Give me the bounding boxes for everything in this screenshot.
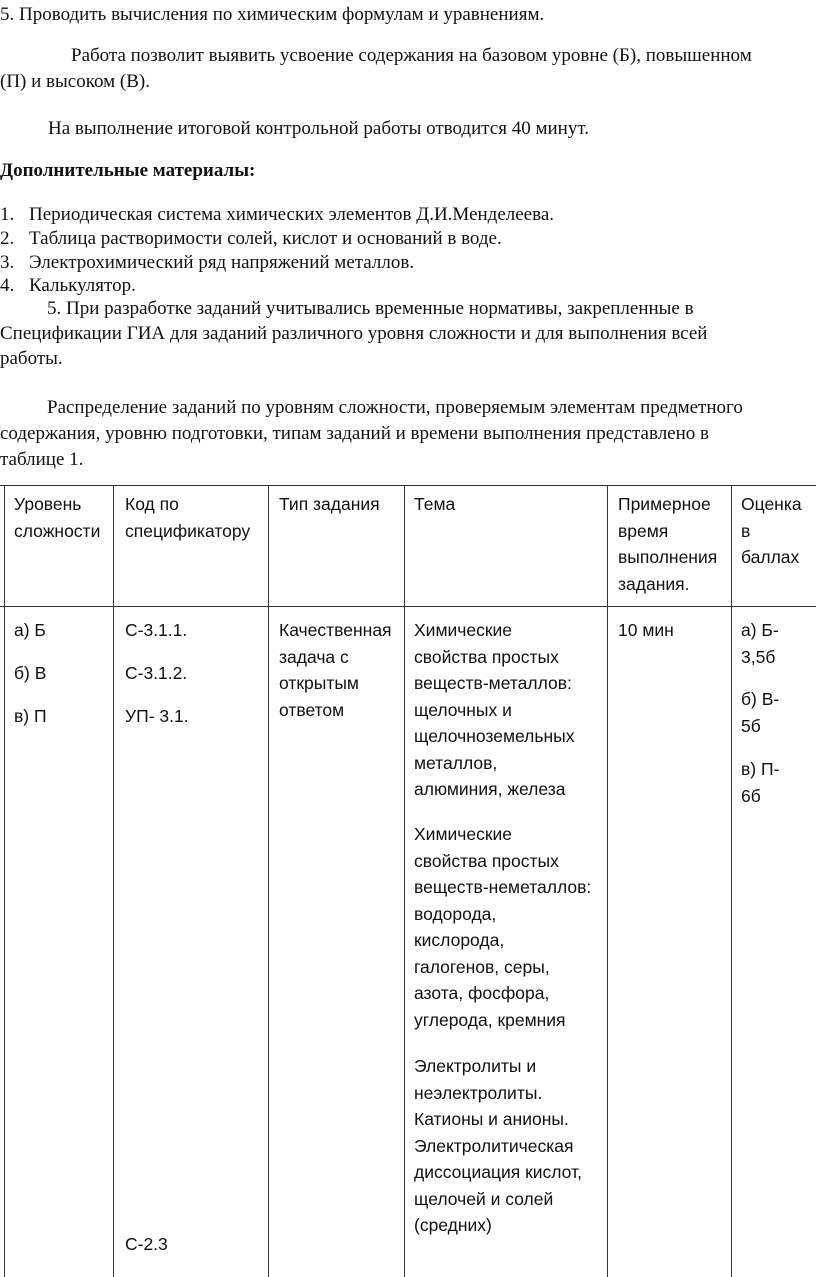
time-value: 10 мин [618, 620, 674, 640]
level-value: б) В [14, 663, 47, 683]
materials-item-num: 1. [0, 204, 15, 225]
score-value: а) Б- 3,5б [741, 620, 779, 667]
table-column-border [404, 485, 405, 1277]
time-note: На выполнение итоговой контрольной работы отводится 40 минут. [48, 118, 589, 139]
table-column-border [113, 485, 114, 1277]
spec-code: С-2.3 [125, 1234, 168, 1254]
header-topic: Тема [414, 494, 456, 514]
score-value: б) В- 5б [741, 689, 780, 736]
materials-heading: Дополнительные материалы: [0, 160, 256, 181]
materials-item-num: 2. [0, 228, 15, 249]
level-value: в) П [14, 706, 47, 726]
item-5-text: 5. Проводить вычисления по химическим формулам и уравнениям. [0, 4, 545, 25]
materials-item-text: Периодическая система химических элементов Д.И.Менделеева. [29, 204, 555, 225]
table-column-border [268, 485, 269, 1277]
table-column-border [4, 485, 5, 1277]
task-type: Качественная задача с открытым ответом [279, 620, 392, 720]
materials-item-text: Электрохимический ряд напряжений металлов. [29, 252, 415, 273]
work-paragraph-line-2: (П) и высоком (В). [0, 71, 150, 92]
materials-note-line-1: 5. При разработке заданий учитывались временные нормативы, закрепленные в [47, 298, 694, 319]
header-type: Тип задания [279, 494, 380, 514]
spec-code: С-3.1.1. [125, 620, 188, 640]
table-border-top [0, 485, 816, 486]
materials-note-line-3: работы. [0, 348, 63, 369]
spec-code: УП- 3.1. [125, 706, 189, 726]
work-paragraph-line-1: Работа позволит выявить усвоение содержания на базовом уровне (Б), повышенном [71, 45, 752, 66]
distribution-line-2: содержания, уровню подготовки, типам заданий и времени выполнения представлено в [0, 423, 709, 444]
table-header-divider [0, 606, 816, 607]
materials-item-text: Калькулятор. [29, 275, 136, 296]
level-value: а) Б [14, 620, 46, 640]
header-time: Примерное время выполнения задания. [618, 494, 718, 594]
header-level: Уровень сложности [14, 494, 101, 541]
topic-electrolytes: Электролиты и неэлектролиты. Катионы и анионы. Электролитическая диссоциация кислот, щелочей и солей (средних) [414, 1056, 582, 1235]
materials-item-text: Таблица растворимости солей, кислот и оснований в воде. [29, 228, 502, 249]
materials-item-num: 3. [0, 252, 15, 273]
distribution-line-3: таблице 1. [0, 449, 84, 470]
table-column-border [607, 485, 608, 1277]
distribution-line-1: Распределение заданий по уровням сложности, проверяемым элементам предметного [47, 397, 743, 418]
spec-code: С-3.1.2. [125, 663, 188, 683]
table-column-border [731, 485, 732, 1277]
header-code: Код по спецификатору [125, 494, 251, 541]
materials-note-line-2: Спецификации ГИА для заданий различного уровня сложности и для выполнения всей [0, 323, 708, 344]
topic-metals: Химические свойства простых веществ-металлов: щелочных и щелочноземельных металлов, алюминия, железа [414, 620, 575, 799]
topic-nonmetals: Химические свойства простых веществ-неметаллов: водорода, кислорода, галогенов, серы, азота, фосфора, углерода, кремния [414, 824, 592, 1030]
header-score: Оценка в баллах [741, 494, 802, 567]
score-value: в) П- 6б [741, 759, 780, 806]
materials-item-num: 4. [0, 275, 15, 296]
